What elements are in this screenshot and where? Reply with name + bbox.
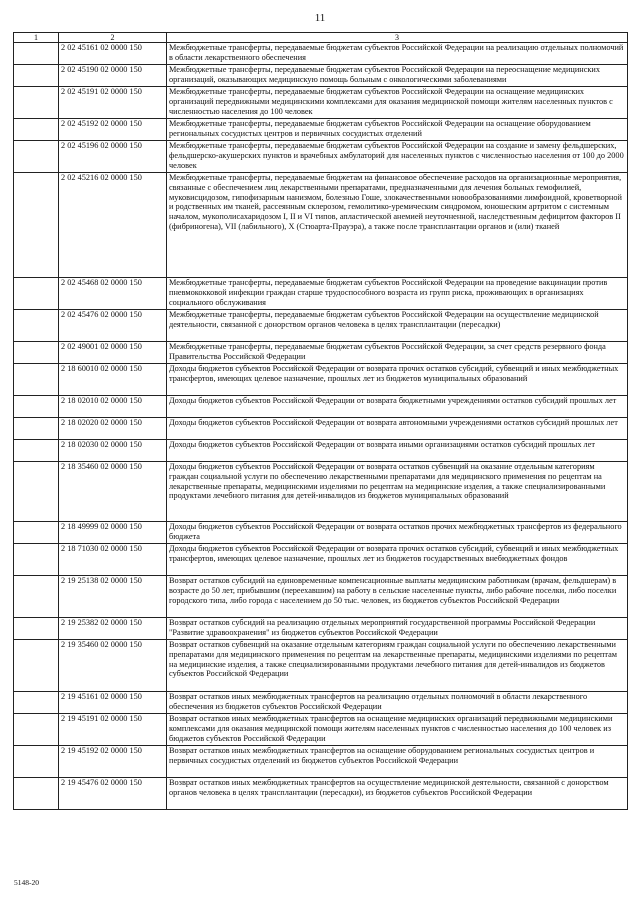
table-row (14, 640, 628, 692)
description-cell: Межбюджетные трансферты, передаваемые бюджетам субъектов Российской Федерации на проведение вакцинации против пневмококковой инфекции граждан старше трудоспособного возраста из групп риска, проживающих в организациях социального обслуживания (167, 278, 628, 310)
budget-code-cell: 2 19 25138 02 0000 150 (59, 576, 167, 618)
budget-code-cell: 2 19 45161 02 0000 150 (59, 692, 167, 714)
description-cell: Возврат остатков субсидий на реализацию отдельных мероприятий государственной программы Российской Федерации "Развитие здравоохранения" из бюджетов субъектов Российской Федерации (167, 618, 628, 640)
description-cell: Возврат остатков иных межбюджетных трансфертов на осуществление медицинской деятельности, связанной с донорством органов человека в целях трансплантации (пересадки), из бюджетов субъектов Российской Федерации (167, 778, 628, 810)
row-number-cell (14, 692, 59, 714)
budget-code-cell: 2 02 45192 02 0000 150 (59, 119, 167, 141)
description-cell: Доходы бюджетов субъектов Российской Федерации от возврата прочих остатков субсидий, субвенций и иных межбюджетных трансфертов, имеющих целевое назначение, прошлых лет из бюджетов государственных внебюджетных фондов (167, 544, 628, 576)
description-cell: Доходы бюджетов субъектов Российской Федерации от возврата автономными учреждениями остатков субсидий прошлых лет (167, 418, 628, 440)
description-cell: Возврат остатков субсидий на единовременные компенсационные выплаты медицинским работникам (врачам, фельдшерам) в возрасте до 50 лет, прибывшим (переехавшим) на работу в сельские населенные пункты, либо рабочие поселки, либо поселки городского типа, либо города с населением до 50 тыс. человек, из бюджетов субъектов Российской Федерации (167, 576, 628, 618)
table-row (14, 278, 628, 310)
description-cell: Межбюджетные трансферты, передаваемые бюджетам субъектов Российской Федерации на переоснащение медицинских организаций, оказывающих медицинскую помощь больным с онкологическими заболеваниями (167, 65, 628, 87)
description-cell: Межбюджетные трансферты, передаваемые бюджетам субъектов Российской Федерации на оснащение оборудованием региональных сосудистых центров и первичных сосудистых отделений (167, 119, 628, 141)
budget-code-cell: 2 19 45192 02 0000 150 (59, 746, 167, 778)
description-cell: Доходы бюджетов субъектов Российской Федерации от возврата остатков субвенций на оказание отдельным категориям граждан социальной услуги по обеспечению лекарственными препаратами для медицинского применения по рецептам на лекарственные препараты, медицинскими изделиями по рецептам на медицинские изделия, а также специализированными продуктами лечебного питания для детей-инвалидов из бюджетов муниципальных образований (167, 462, 628, 522)
table-row (14, 87, 628, 119)
document-footer-code: 5148-20 (14, 878, 39, 887)
row-number-cell (14, 43, 59, 65)
row-number-cell (14, 462, 59, 522)
table-row (14, 692, 628, 714)
table-row (14, 173, 628, 278)
table-row (14, 141, 628, 173)
row-number-cell (14, 65, 59, 87)
table-row (14, 576, 628, 618)
table-body (14, 33, 628, 810)
budget-code-cell: 2 19 45476 02 0000 150 (59, 778, 167, 810)
description-cell: Межбюджетные трансферты, передаваемые бюджетам субъектов Российской Федерации на осуществление медицинской деятельности, связанной с донорством органов человека в целях трансплантации (пересадки) (167, 310, 628, 342)
table-row (14, 342, 628, 364)
budget-code-cell: 2 18 71030 02 0000 150 (59, 544, 167, 576)
description-cell: Возврат остатков иных межбюджетных трансфертов на реализацию отдельных полномочий в области лекарственного обеспечения из бюджетов субъектов Российской Федерации (167, 692, 628, 714)
row-number-cell (14, 640, 59, 692)
table-row (14, 364, 628, 396)
row-number-cell (14, 87, 59, 119)
row-number-cell (14, 173, 59, 278)
row-number-cell (14, 364, 59, 396)
description-cell: Доходы бюджетов субъектов Российской Федерации от возврата бюджетными учреждениями остатков субсидий прошлых лет (167, 396, 628, 418)
budget-code-cell: 2 19 25382 02 0000 150 (59, 618, 167, 640)
row-number-cell (14, 618, 59, 640)
row-number-cell (14, 544, 59, 576)
row-number-cell (14, 714, 59, 746)
header-col-3: 3 (167, 33, 628, 43)
page-number: 11 (314, 12, 326, 24)
description-cell: Возврат остатков иных межбюджетных трансфертов на оснащение оборудованием региональных сосудистых центров и первичных сосудистых отделений из бюджетов субъектов Российской Федерации (167, 746, 628, 778)
table-row (14, 119, 628, 141)
row-number-cell (14, 522, 59, 544)
row-number-cell (14, 396, 59, 418)
budget-code-cell: 2 18 49999 02 0000 150 (59, 522, 167, 544)
table-row (14, 310, 628, 342)
row-number-cell (14, 119, 59, 141)
description-cell: Межбюджетные трансферты, передаваемые бюджетам субъектов Российской Федерации на оснащение медицинских организаций передвижными медицинскими комплексами для оказания медицинской помощи жителям населенных пунктов с численностью населения до 100 человек (167, 87, 628, 119)
row-number-cell (14, 141, 59, 173)
row-number-cell (14, 778, 59, 810)
row-number-cell (14, 342, 59, 364)
description-cell: Межбюджетные трансферты, передаваемые бюджетам на финансовое обеспечение расходов на организационные мероприятия, связанные с обеспечением лиц лекарственными препаратами, предназначенными для лечения больных гемофилией, муковисцидозом, гипофизарным нанизмом, болезнью Гоше, злокачественными новообразованиями лимфоидной, кроветворной и родственных им тканей, рассеянным склерозом, гемолитико-уремическим синдромом, юношеским артритом с системным началом, мукополисахаридозом I, II и VI типов, апластической анемией неуточненной, наследственным дефицитом факторов II (фибриногена), VII (лабильного), X (Стюарта-Прауэра), а также после трансплантации органов и (или) тканей (167, 173, 628, 278)
table-header-row (14, 33, 628, 43)
table-row (14, 746, 628, 778)
description-cell: Доходы бюджетов субъектов Российской Федерации от возврата остатков прочих межбюджетных трансфертов из федерального бюджета (167, 522, 628, 544)
budget-code-cell: 2 02 49001 02 0000 150 (59, 342, 167, 364)
table-row (14, 618, 628, 640)
table-row (14, 65, 628, 87)
budget-code-cell: 2 18 60010 02 0000 150 (59, 364, 167, 396)
row-number-cell (14, 746, 59, 778)
table-row (14, 462, 628, 522)
row-number-cell (14, 310, 59, 342)
budget-code-cell: 2 19 35460 02 0000 150 (59, 640, 167, 692)
table-row (14, 714, 628, 746)
revenue-code-table (13, 32, 628, 810)
table-row (14, 418, 628, 440)
budget-code-cell: 2 18 02020 02 0000 150 (59, 418, 167, 440)
table-row (14, 778, 628, 810)
description-cell: Доходы бюджетов субъектов Российской Федерации от возврата иными организациями остатков субсидий прошлых лет (167, 440, 628, 462)
budget-code-cell: 2 02 45468 02 0000 150 (59, 278, 167, 310)
budget-code-cell: 2 02 45476 02 0000 150 (59, 310, 167, 342)
description-cell: Межбюджетные трансферты, передаваемые бюджетам субъектов Российской Федерации на реализацию отдельных полномочий в области лекарственного обеспечения (167, 43, 628, 65)
budget-code-cell: 2 02 45216 02 0000 150 (59, 173, 167, 278)
budget-code-cell: 2 18 35460 02 0000 150 (59, 462, 167, 522)
budget-code-cell: 2 02 45190 02 0000 150 (59, 65, 167, 87)
budget-code-cell: 2 02 45161 02 0000 150 (59, 43, 167, 65)
table-row (14, 440, 628, 462)
table-row (14, 396, 628, 418)
row-number-cell (14, 440, 59, 462)
budget-code-cell: 2 18 02030 02 0000 150 (59, 440, 167, 462)
budget-code-cell: 2 18 02010 02 0000 150 (59, 396, 167, 418)
budget-code-cell: 2 19 45191 02 0000 150 (59, 714, 167, 746)
budget-code-cell: 2 02 45196 02 0000 150 (59, 141, 167, 173)
budget-code-cell: 2 02 45191 02 0000 150 (59, 87, 167, 119)
description-cell: Межбюджетные трансферты, передаваемые бюджетам субъектов Российской Федерации на создание и замену фельдшерских, фельдшерско-акушерских пунктов и врачебных амбулаторий для населенных пунктов с численностью населения от 100 до 2000 человек (167, 141, 628, 173)
row-number-cell (14, 418, 59, 440)
header-col-1: 1 (14, 33, 59, 43)
table-row (14, 544, 628, 576)
header-col-2: 2 (59, 33, 167, 43)
description-cell: Межбюджетные трансферты, передаваемые бюджетам субъектов Российской Федерации, за счет средств резервного фонда Правительства Российской Федерации (167, 342, 628, 364)
row-number-cell (14, 278, 59, 310)
description-cell: Возврат остатков иных межбюджетных трансфертов на оснащение медицинских организаций передвижными медицинскими комплексами для оказания медицинской помощи жителям населенных пунктов с численностью населения до 100 человек из бюджетов субъектов Российской Федерации (167, 714, 628, 746)
description-cell: Возврат остатков субвенций на оказание отдельным категориям граждан социальной услуги по обеспечению лекарственными препаратами для медицинского применения по рецептам на лекарственные препараты, медицинскими изделиями по рецептам на медицинские изделия, а также специализированными продуктами лечебного питания для детей-инвалидов из бюджетов субъектов Российской Федерации (167, 640, 628, 692)
description-cell: Доходы бюджетов субъектов Российской Федерации от возврата прочих остатков субсидий, субвенций и иных межбюджетных трансфертов, имеющих целевое назначение, прошлых лет из бюджетов муниципальных образований (167, 364, 628, 396)
table-row (14, 522, 628, 544)
row-number-cell (14, 576, 59, 618)
table-row (14, 43, 628, 65)
